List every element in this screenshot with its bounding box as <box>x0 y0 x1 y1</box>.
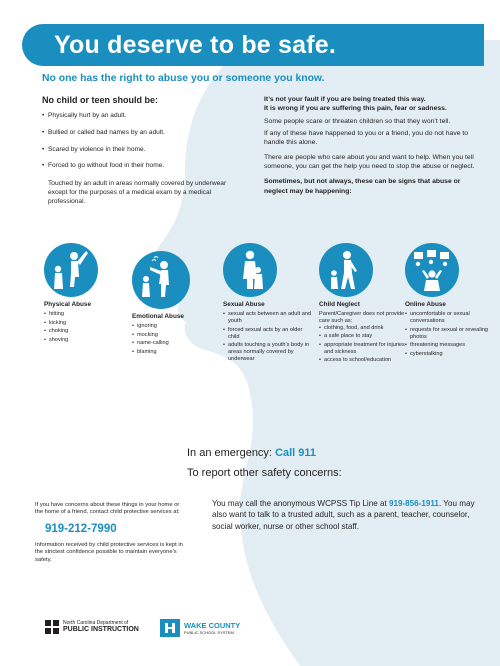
list-item: • adults touching a youth’s body in areas normally covered by underwear <box>223 342 313 363</box>
abuse-sexual <box>223 243 313 365</box>
right-column <box>264 95 479 196</box>
list-item: • Forced to go without food in their home. <box>42 162 242 171</box>
wcpss-logo <box>160 619 240 637</box>
concerns-text: If you have concerns about these things in your home or the home of a friend, contact child protective services at: <box>35 502 180 516</box>
list-item: • blaming <box>132 349 222 356</box>
list-item: • Scared by violence in their home. <box>42 146 242 155</box>
abuse-types <box>40 243 489 383</box>
list-item: • shoving <box>44 337 134 344</box>
abuse-list <box>132 323 222 356</box>
not-your-fault-text: It’s not your fault if you are being treated this way. <box>264 96 426 103</box>
wcpss-line1: WAKE COUNTY <box>184 620 241 630</box>
tipline-prefix: You may call the anonymous WCPSS Tip Line at <box>212 499 387 508</box>
cps-concerns-box <box>35 502 185 564</box>
emotional-abuse-icon <box>132 251 190 309</box>
abuse-title: Emotional Abuse <box>132 313 184 320</box>
call-911-link[interactable]: Call 911 <box>275 447 317 459</box>
list-item: • Physically hurt by an adult. <box>42 112 242 121</box>
cps-phone-link[interactable]: 919-212-7990 <box>45 522 117 535</box>
signs-heading: Sometimes, but not always, these can be signs that abuse or neglect may be happening: <box>264 178 461 195</box>
list-item: • access to school/education <box>319 357 409 364</box>
list-item: • uncomfortable or sexual conversations <box>405 311 495 325</box>
physical-abuse-icon <box>44 243 98 297</box>
it-is-wrong-text: It is wrong if you are suffering this pain, fear or sadness. <box>264 105 447 113</box>
list-item: • choking <box>44 328 134 335</box>
left-column <box>42 95 242 206</box>
ncdpi-line2: PUBLIC INSTRUCTION <box>63 626 139 633</box>
abuse-neglect <box>319 243 409 366</box>
list-item: • sexual acts between an adult and youth <box>223 311 313 325</box>
abuse-list <box>44 311 134 344</box>
list-item: • requests for sexual or revealing photos <box>405 327 495 341</box>
page-subtitle: No one has the right to abuse you or someone you know. <box>42 73 325 84</box>
tipline-section <box>212 498 482 532</box>
other-concerns-line: To report other safety concerns: <box>187 467 342 479</box>
left-heading: No child or teen should be: <box>42 95 159 105</box>
abuse-emotional <box>132 251 222 357</box>
list-item: • a safe place to stay <box>319 333 409 340</box>
list-item: • hitting <box>44 311 134 318</box>
ncdpi-logo-icon <box>45 620 59 634</box>
list-item: • ignoring <box>132 323 222 330</box>
sexual-abuse-icon <box>223 243 277 297</box>
scare-text: Some people scare or threaten children so that they won’t tell. <box>264 118 451 126</box>
confidentiality-note: Information received by child protective services is kept in the strictest confidence possible to maintain everyone’s safety. <box>35 541 183 563</box>
abuse-online <box>405 243 495 359</box>
list-item: • kicking <box>44 320 134 327</box>
abuse-physical <box>44 243 134 345</box>
abuse-list <box>319 325 409 365</box>
list-item: • clothing, food, and drink <box>319 325 409 332</box>
abuse-title: Child Neglect <box>319 301 360 308</box>
emergency-section <box>187 446 342 480</box>
list-item: • forced sexual acts by an older child <box>223 327 313 341</box>
header-banner <box>22 24 484 66</box>
abuse-title: Online Abuse <box>405 301 446 308</box>
ncdpi-logo <box>45 620 139 634</box>
wcpss-logo-icon <box>160 619 180 637</box>
not-alone-text: If any of these have happened to you or a friend, you do not have to handle this alone. <box>264 129 469 146</box>
child-neglect-icon <box>319 243 373 297</box>
trusted-adult-text: You may also want to talk to a trusted adult, such as a parent, teacher, counselor, social worker, nurse or other school staff. <box>212 499 475 531</box>
abuse-list <box>223 311 313 363</box>
wcpss-line2: PUBLIC SCHOOL SYSTEM <box>184 629 234 635</box>
abuse-title: Physical Abuse <box>44 301 92 308</box>
list-item: • threatening messages <box>405 342 495 349</box>
list-item: • cyberstalking <box>405 351 495 358</box>
emergency-line <box>187 446 342 460</box>
online-abuse-icon <box>405 243 459 297</box>
ncdpi-line1: North Carolina Department of <box>63 620 129 626</box>
abuse-list <box>405 311 495 358</box>
touch-paragraph: Touched by an adult in areas normally covered by underwear except for the purposes of a medical exam by a medical professional. <box>48 180 227 206</box>
list-item: • Bullied or called bad names by an adult. <box>42 129 242 138</box>
help-text: There are people who care about you and want to help. When you tell someone, you can get the help you need to stop the abuse or neglect. <box>264 154 475 171</box>
tipline-phone-link[interactable]: 919-856-1911 <box>388 499 439 508</box>
list-item: • name-calling <box>132 340 222 347</box>
tipline-text <box>212 498 482 532</box>
abuse-title: Sexual Abuse <box>223 301 265 308</box>
page-title: You deserve to be safe. <box>54 31 337 59</box>
should-not-list <box>42 112 242 171</box>
emergency-prefix: In an emergency: <box>187 447 272 459</box>
abuse-description: Parent/Caregiver does not provide care such as: <box>319 311 405 324</box>
tipline-suffix: . <box>438 499 442 508</box>
list-item: • mocking <box>132 332 222 339</box>
list-item: • appropriate treatment for injuries and sickness <box>319 342 409 356</box>
